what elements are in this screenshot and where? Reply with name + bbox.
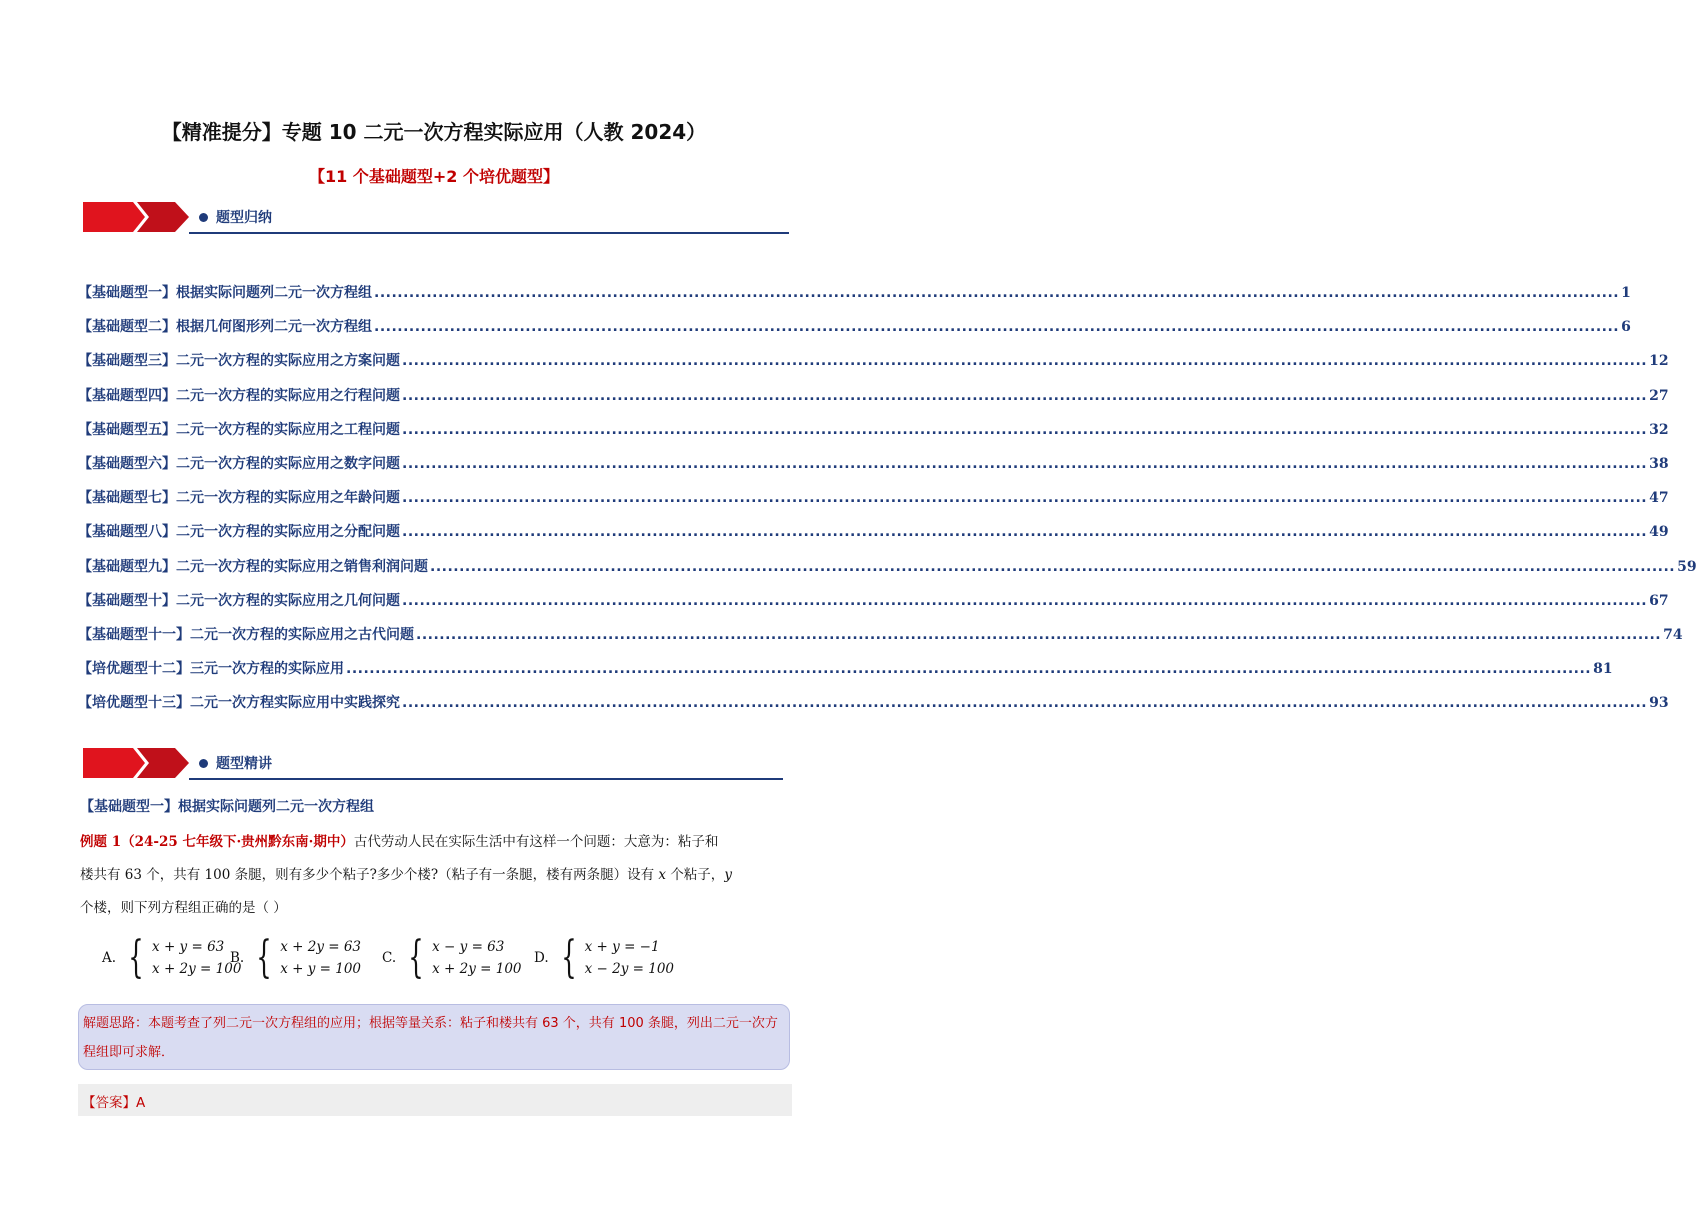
toc-entry-title: 【基础题型十一】二元一次方程的实际应用之古代问题 [78,626,414,643]
toc-entry-title: 【基础题型七】二元一次方程的实际应用之年龄问题 [78,490,400,507]
toc-page-number: 47 [1649,490,1669,507]
toc-entry[interactable] [78,487,1669,521]
toc-dot-leader: ...................................................................................................................................................................................................................... [402,421,1648,438]
toc-entry-title: 【基础题型八】二元一次方程的实际应用之分配问题 [78,524,400,541]
toc-entry-title: 【基础题型二】根据几何图形列二元一次方程组 [78,319,372,336]
document-title: 【精准提分】专题 10 二元一次方程实际应用（人教 2024） [161,120,707,144]
equation: x − 2y = 100 [584,961,675,977]
problem-line: 个粘子， [670,867,725,883]
brace-icon: { [560,932,577,983]
section-rule [189,232,789,234]
toc-dot-leader: ...................................................................................................................................................................................................................... [416,626,1662,643]
toc-dot-leader: ...................................................................................................................................................................................................................... [402,524,1648,541]
section-header-detail [83,748,783,780]
toc-dot-leader: ...................................................................................................................................................................................................................... [346,661,1592,678]
example-problem [80,826,790,925]
type-heading: 【基础题型一】根据实际问题列二元一次方程组 [80,799,374,815]
brace-icon: { [408,932,424,983]
option-a[interactable] [102,932,241,984]
toc-entry-title: 【培优题型十二】三元一次方程的实际应用 [78,661,344,678]
toc-dot-leader: ...................................................................................................................................................................................................................... [430,558,1676,575]
toc-entry-title: 【基础题型九】二元一次方程的实际应用之销售利润问题 [78,558,428,575]
section-label: 题型精讲 [216,756,272,772]
toc-entry[interactable] [78,624,1683,658]
toc-dot-leader: ...................................................................................................................................................................................................................... [402,387,1648,404]
document-subtitle: 【11 个基础题型+2 个培优题型】 [309,167,559,186]
toc-entry[interactable] [78,590,1669,624]
equation: x + y = 100 [280,961,362,977]
toc-page-number: 27 [1649,387,1669,404]
option-letter: D. [534,950,549,966]
toc-entry-title: 【基础题型十】二元一次方程的实际应用之几何问题 [78,592,400,609]
toc-entry[interactable] [78,658,1613,692]
option-d[interactable] [534,932,674,984]
equation: x + y = 63 [152,939,225,955]
bullet-icon [199,759,208,768]
red-arrows-icon [83,202,193,232]
option-letter: C. [382,950,397,966]
option-letter: B. [230,950,245,966]
toc-entry[interactable] [78,556,1697,590]
option-b[interactable] [230,932,361,984]
toc-entry-title: 【基础题型一】根据实际问题列二元一次方程组 [78,285,372,301]
toc-dot-leader: ...................................................................................................................................................................................................................... [402,353,1648,370]
toc-page-number: 1 [1621,285,1631,301]
toc-entry[interactable] [78,385,1669,419]
toc-dot-leader: ...................................................................................................................................................................................................................... [402,695,1648,712]
toc-page-number: 38 [1649,455,1669,472]
toc-page-number: 6 [1621,319,1631,336]
toc-page-number: 81 [1593,661,1613,678]
solution-hint: 解题思路：本题考查了列二元一次方程组的应用；根据等量关系：粘子和楼共有 63 个，共有 100 条腿，列出二元一次方程组即可求解． [83,1016,778,1060]
equation: x − y = 63 [432,939,505,955]
toc-page-number: 32 [1649,421,1669,438]
toc-entry-title: 【基础题型四】二元一次方程的实际应用之行程问题 [78,387,400,404]
equation: x + 2y = 100 [432,961,522,977]
section-label: 题型归纳 [216,210,272,226]
toc-entry[interactable] [78,282,1631,316]
toc-page-number: 59 [1677,558,1697,575]
toc-dot-leader: ...................................................................................................................................................................................................................... [402,490,1648,507]
toc-dot-leader: ...................................................................................................................................................................................................................... [374,285,1620,301]
variable-x: x [658,867,667,883]
toc-dot-leader: ...................................................................................................................................................................................................................... [402,592,1648,609]
section-rule [189,778,783,780]
toc-entry[interactable] [78,350,1669,384]
equation: x + 2y = 63 [280,939,362,955]
example-tag: 例题 1（24-25 七年级下·贵州黔东南·期中） [80,834,354,850]
solution-hint-box [78,1004,790,1070]
toc-entry[interactable] [78,521,1669,555]
toc-page-number: 93 [1649,695,1669,712]
toc-entry-title: 【基础题型三】二元一次方程的实际应用之方案问题 [78,353,400,370]
toc-dot-leader: ...................................................................................................................................................................................................................... [374,319,1620,336]
equation: x + y = −1 [584,939,660,955]
problem-line: 楼共有 63 个，共有 100 条腿，则有多少个粘子?多少个楼?（粘子有一条腿，楼有两条腿）设有 [80,867,655,883]
brace-icon: { [128,932,144,983]
table-of-contents [78,282,1697,726]
toc-entry-title: 【基础题型六】二元一次方程的实际应用之数字问题 [78,455,400,472]
answer-options [102,932,792,984]
toc-page-number: 12 [1649,353,1669,370]
toc-entry[interactable] [78,419,1669,453]
toc-entry-title: 【基础题型五】二元一次方程的实际应用之工程问题 [78,421,400,438]
variable-y: y [724,867,732,883]
toc-entry[interactable] [78,692,1669,726]
toc-page-number: 49 [1649,524,1669,541]
toc-entry[interactable] [78,316,1631,350]
problem-line: 个楼，则下列方程组正确的是（ ） [80,900,287,916]
problem-line: 古代劳动人民在实际生活中有这样一个问题：大意为：粘子和 [353,834,719,850]
brace-icon: { [256,932,272,983]
answer-text: 【答案】A [82,1095,146,1111]
answer-box [78,1084,792,1116]
option-letter: A. [102,950,117,966]
equation: x + 2y = 100 [152,961,242,977]
toc-dot-leader: ...................................................................................................................................................................................................................... [402,455,1648,472]
section-header-summary [83,202,789,234]
option-c[interactable] [382,932,522,984]
toc-entry-title: 【培优题型十三】二元一次方程实际应用中实践探究 [78,695,400,712]
bullet-icon [199,213,208,222]
toc-page-number: 67 [1649,592,1669,609]
toc-page-number: 74 [1663,626,1683,643]
red-arrows-icon [83,748,193,778]
toc-entry[interactable] [78,453,1669,487]
